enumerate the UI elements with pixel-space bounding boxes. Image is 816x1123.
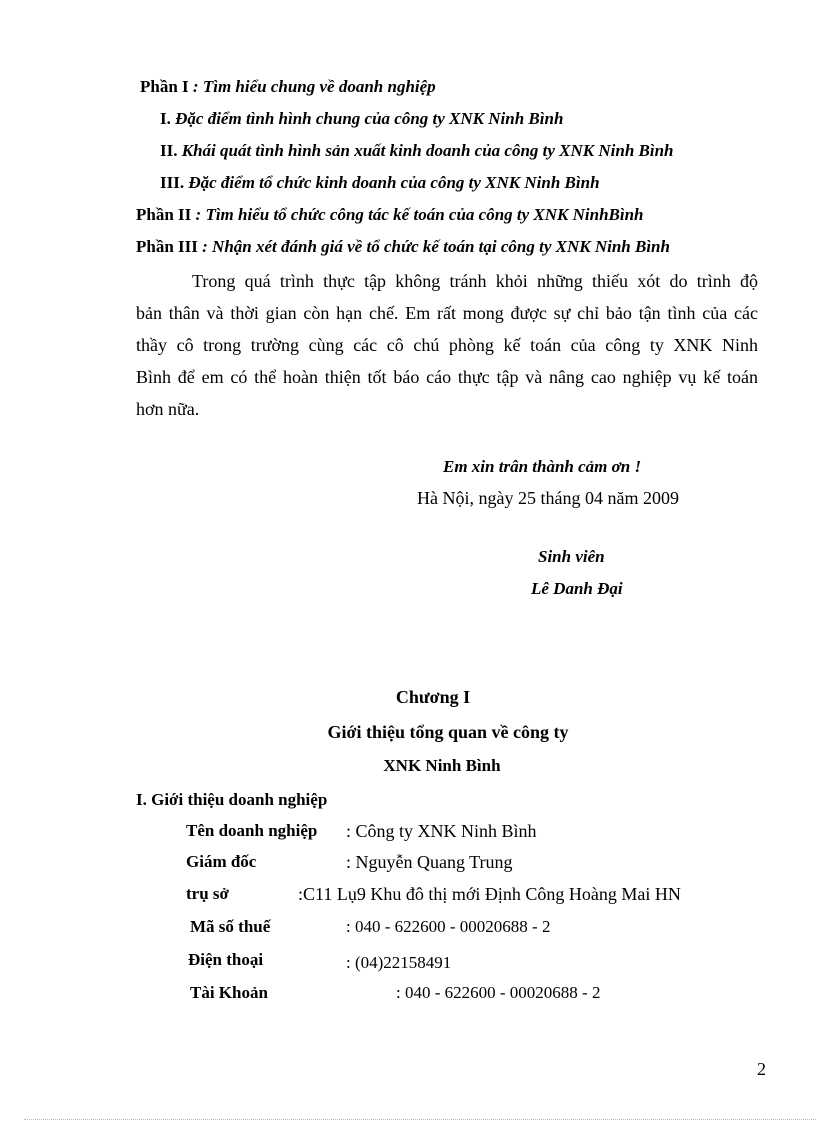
field-label-phone: Điện thoại: [188, 950, 264, 969]
section-heading: I. Giới thiệu doanh nghiệp: [136, 790, 328, 809]
paragraph-line: thầy cô trong trường cùng các cô chú phòng kế toán của công ty XNK Ninh: [136, 335, 758, 355]
page-bottom-divider: [24, 1119, 816, 1120]
field-value-headquarters: :C11 Lụ9 Khu đô thị mới Định Công Hoàng Mai HN: [298, 884, 681, 904]
page-number: 2: [757, 1059, 766, 1079]
toc-part-2-title: : Tìm hiểu tổ chức công tác kế toán của công ty XNK NinhBình: [195, 205, 644, 224]
toc-section-1-title: Đặc điểm tình hình chung của công ty XNK Ninh Bình: [175, 109, 564, 128]
chapter-title: Giới thiệu tổng quan về công ty: [327, 722, 569, 742]
toc-section-2: [160, 141, 674, 161]
paragraph-line: Bình để em có thể hoàn thiện tốt báo cáo thực tập và nâng cao nghiệp vụ kế toán: [136, 367, 758, 387]
field-value-account: : 040 - 622600 - 00020688 - 2: [396, 983, 601, 1002]
toc-section-1-number: I.: [160, 109, 171, 128]
toc-section-2-number: II.: [160, 141, 178, 160]
field-value-tax-code: : 040 - 622600 - 00020688 - 2: [346, 917, 551, 936]
paragraph-line: Trong quá trình thực tập không tránh khỏi những thiếu xót do trình độ: [192, 271, 758, 291]
toc-part-2-label: Phần II: [136, 205, 192, 224]
closing-paragraph: [136, 265, 758, 425]
paragraph-line: bản thân và thời gian còn hạn chế. Em rất mong được sự chỉ bảo tận tình của các: [136, 303, 758, 323]
toc-section-3-title: Đặc điểm tổ chức kinh doanh của công ty XNK Ninh Bình: [188, 173, 600, 192]
thanks-line: Em xin trân thành cảm ơn !: [443, 457, 642, 476]
date-line: Hà Nội, ngày 25 tháng 04 năm 2009: [417, 488, 679, 508]
chapter-company: XNK Ninh Bình: [383, 756, 501, 775]
field-label-director: Giám đốc: [186, 852, 257, 871]
toc-part-1: [140, 77, 436, 97]
field-label-tax-code: Mã số thuế: [190, 917, 271, 936]
toc-section-1: [160, 109, 563, 129]
field-value-company-name: : Công ty XNK Ninh Bình: [346, 821, 537, 841]
toc-part-2: [136, 205, 644, 225]
toc-section-2-title: Khái quát tình hình sản xuất kinh doanh của công ty XNK Ninh Bình: [181, 141, 674, 160]
field-value-phone: : (04)22158491: [346, 953, 452, 972]
toc-section-3: [160, 173, 600, 193]
paragraph-line: hơn nữa.: [136, 399, 200, 419]
field-label-account: Tài Khoản: [190, 983, 268, 1002]
toc-part-1-label: Phần I: [140, 77, 189, 96]
toc-part-1-title: : Tìm hiểu chung về doanh nghiệp: [192, 77, 436, 96]
toc-part-3: [136, 237, 670, 257]
signature-role: Sinh viên: [538, 547, 605, 566]
toc-part-3-label: Phần III: [136, 237, 198, 256]
toc-part-3-title: : Nhận xét đánh giá về tổ chức kế toán tại công ty XNK Ninh Bình: [202, 237, 670, 256]
field-value-director: : Nguyễn Quang Trung: [346, 852, 513, 872]
field-label-company-name: Tên doanh nghiệp: [186, 821, 318, 840]
signature-name: Lê Danh Đại: [531, 579, 623, 598]
field-label-headquarters: trụ sở: [186, 884, 229, 903]
chapter-number: Chương I: [395, 687, 471, 707]
toc-section-3-number: III.: [160, 173, 185, 192]
